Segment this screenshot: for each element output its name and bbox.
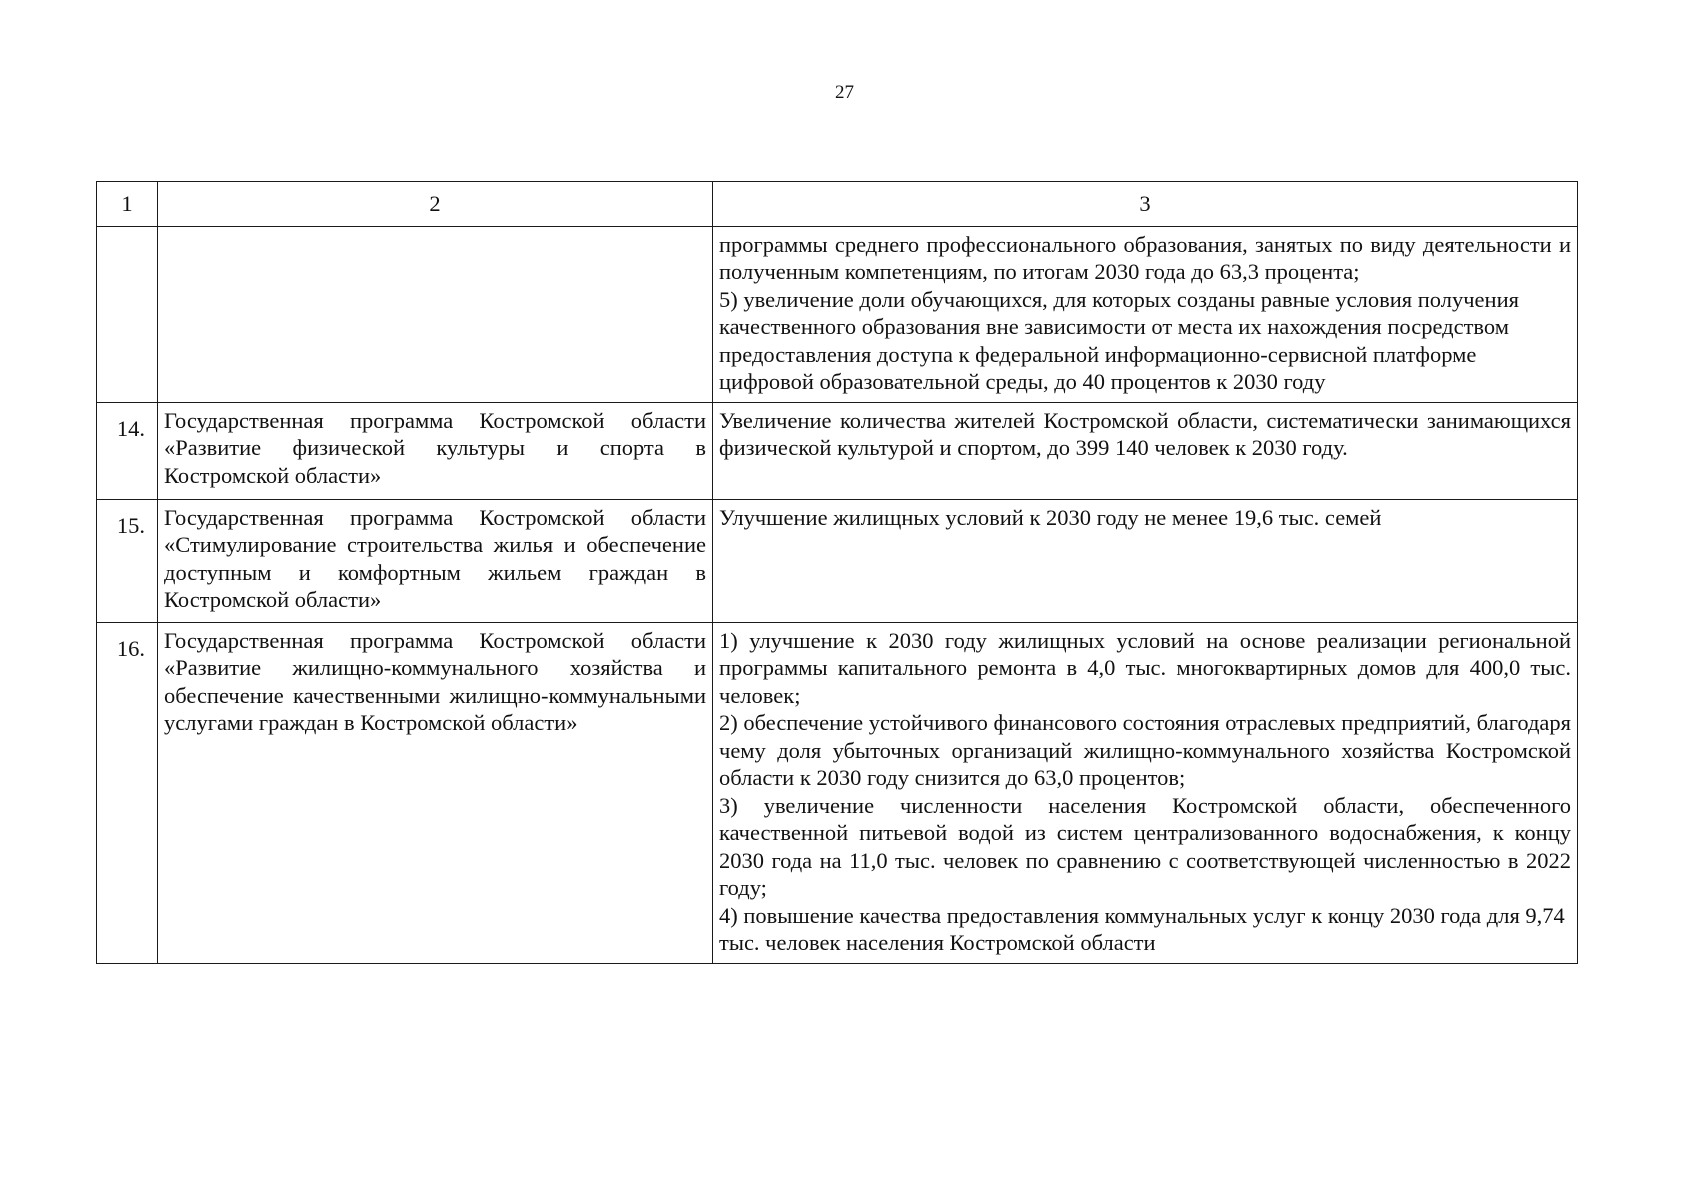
goal-text: 4) повышение качества предоставления коммунальных услуг к концу 2030 года для 9,74 тыс. человек населения Костромской области [719, 902, 1565, 955]
header-col-1: 1 [97, 182, 158, 227]
table-row [97, 402, 1578, 499]
program-goals [713, 499, 1578, 622]
goal-text: 1) улучшение к 2030 году жилищных условий на основе реализации региональной программы капитального ремонта в 4,0 тыс. многоквартирных домов для 400,0 тыс. человек; [719, 627, 1571, 708]
goal-text: Улучшение жилищных условий к 2030 году не менее 19,6 тыс. семей [719, 504, 1382, 530]
row-number: 15. [97, 499, 158, 622]
continuation-num-cell [97, 226, 158, 402]
continuation-goals-cell [713, 226, 1578, 402]
program-name: Государственная программа Костромской области «Стимулирование строительства жилья и обеспечение доступным и комфортным жильем граждан в Костромской области» [158, 499, 713, 622]
continuation-goal-text: 5) увеличение доли обучающихся, для которых созданы равные условия получения качественного образования вне зависимости от места их нахождения посредством предоставления доступа к федеральной информационно-сервисной платформе цифровой образовательной среды, до 40 процентов к 2030 году [719, 286, 1519, 394]
goal-text: 2) обеспечение устойчивого финансового состояния отраслевых предприятий, благодаря чему доля убыточных организаций жилищно-коммунального хозяйства Костромской области к 2030 году снизится до 63,0 процентов; [719, 710, 1571, 790]
row-number: 14. [97, 402, 158, 499]
program-name: Государственная программа Костромской области «Развитие жилищно-коммунального хозяйства и обеспечение качественными жилищно-коммунальными услугами граждан в Костромской области» [158, 622, 713, 963]
table-row [97, 499, 1578, 622]
continuation-goal-text: программы среднего профессионального образования, занятых по виду деятельности и полученным компетенциям, по итогам 2030 года до 63,3 процента; [719, 231, 1571, 284]
page-number: 27 [835, 82, 854, 103]
program-goals [713, 402, 1578, 499]
continuation-row [97, 226, 1578, 402]
continuation-program-cell [158, 226, 713, 402]
goal-text: Увеличение количества жителей Костромской области, систематически занимающихся физической культурой и спортом, до 399 140 человек к 2030 году. [719, 407, 1571, 460]
program-name: Государственная программа Костромской области «Развитие физической культуры и спорта в Костромской области» [158, 402, 713, 499]
program-goals [713, 622, 1578, 963]
header-col-3: 3 [713, 182, 1578, 227]
program-table [96, 181, 1578, 964]
goal-text: 3) увеличение численности населения Костромской области, обеспеченного качественной питьевой водой из систем централизованного водоснабжения, к концу 2030 года на 11,0 тыс. человек по сравнению с соответствующей численностью в 2022 году; [719, 792, 1571, 900]
table-row [97, 622, 1578, 963]
header-row [97, 182, 1578, 227]
header-col-2: 2 [158, 182, 713, 227]
row-number: 16. [97, 622, 158, 963]
